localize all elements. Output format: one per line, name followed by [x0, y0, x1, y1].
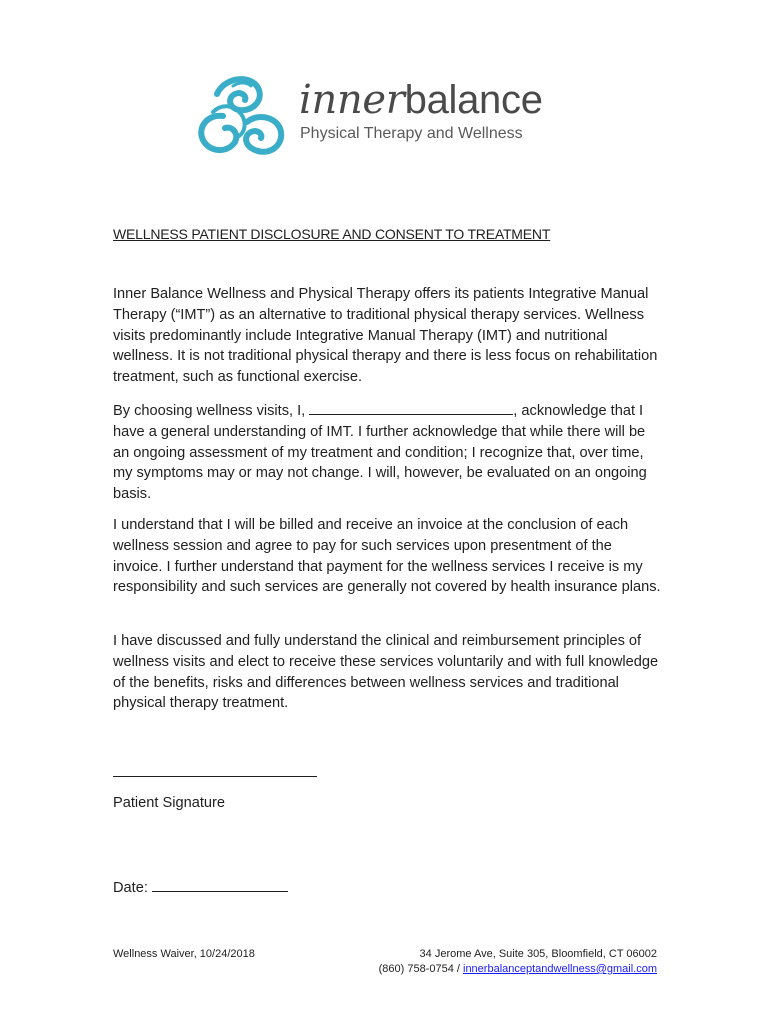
paragraph-acknowledgement-before: By choosing wellness visits, I,	[113, 403, 310, 419]
paragraph-acknowledgement	[113, 400, 661, 505]
paragraph-acknowledgement-after: , acknowledge that I have a general understanding of IMT. I further acknowledge that while there will be an ongoing assessment of my treatment and condition; I recognize that, over time, my symptoms may or may not change. I will, however, be evaluated on an ongoing basis.	[113, 403, 647, 503]
date-blank[interactable]	[152, 877, 288, 892]
signature-line[interactable]	[113, 776, 317, 777]
signature-label: Patient Signature	[113, 795, 225, 811]
date-label: Date:	[113, 880, 148, 896]
footer-phone-email	[379, 962, 657, 977]
document-title: WELLNESS PATIENT DISCLOSURE AND CONSENT TO TREATMENT	[113, 226, 551, 242]
footer-contact	[379, 947, 657, 977]
footer-email-link[interactable]: innerbalanceptandwellness@gmail.com	[463, 963, 657, 975]
circles-logo-icon	[193, 72, 285, 156]
paragraph-intro: Inner Balance Wellness and Physical Therapy offers its patients Integrative Manual Therapy (“IMT”) as an alternative to traditional physical therapy services. Wellness visits predominantly include Integrative Manual Therapy (IMT) and nutritional wellness. It is not traditional physical therapy and there is less focus on rehabilitation treatment, such as functional exercise.	[113, 286, 658, 386]
footer-address: 34 Jerome Ave, Suite 305, Bloomfield, CT 06002	[419, 948, 657, 960]
brand-tagline: Physical Therapy and Wellness	[300, 125, 523, 142]
patient-name-blank[interactable]	[309, 400, 513, 415]
date-row	[113, 877, 288, 897]
logo	[193, 72, 543, 156]
footer-document-id: Wellness Waiver, 10/24/2018	[113, 948, 255, 960]
footer-phone: (860) 758-0754 /	[378, 963, 460, 975]
paragraph-billing: I understand that I will be billed and receive an invoice at the conclusion of each wellness session and agree to pay for such services upon presentment of the invoice. I further understand that payment for the wellness services I receive is my responsibility and such services are generally not covered by health insurance plans.	[113, 517, 661, 596]
brand-name	[299, 78, 543, 122]
brand-name-italic: inner	[299, 77, 405, 123]
brand-name-plain: balance	[404, 78, 543, 122]
paragraph-consent: I have discussed and fully understand the clinical and reimbursement principles of wellness visits and elect to receive these services voluntarily and with full knowledge of the benefits, risks and differences between wellness services and traditional physical therapy treatment.	[113, 633, 659, 712]
